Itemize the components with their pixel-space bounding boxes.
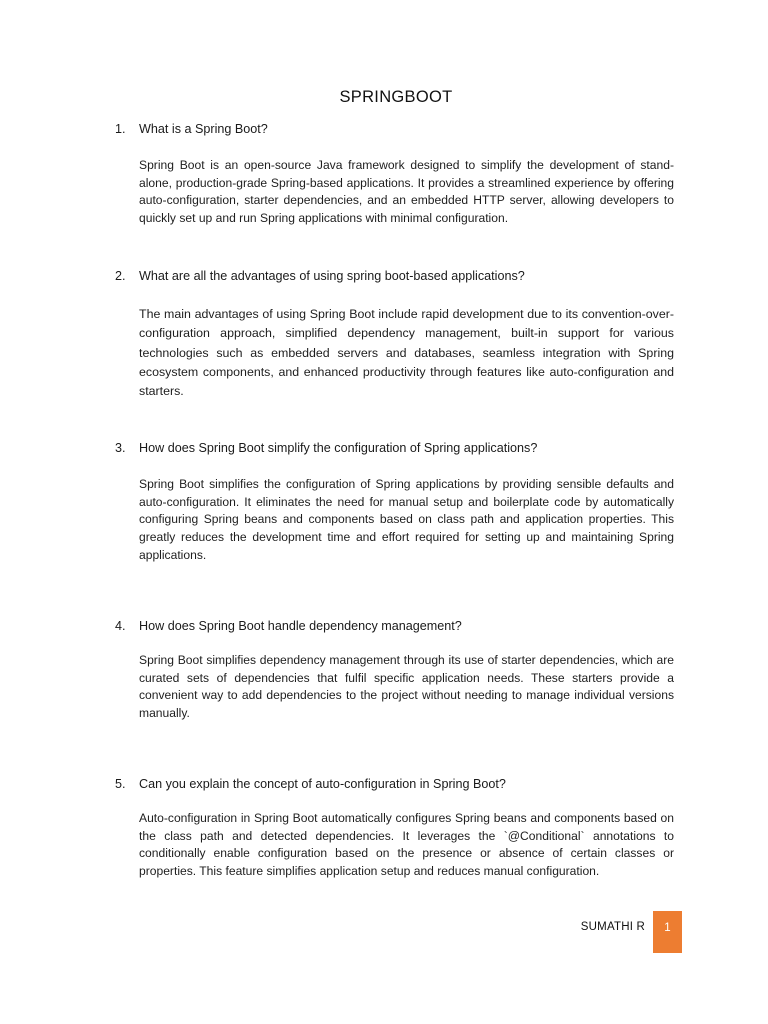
question-text: How does Spring Boot handle dependency management?: [139, 619, 462, 633]
question-3: [115, 440, 695, 457]
answer-3: Spring Boot simplifies the configuration of Spring applications by providing sensible defaults and auto-configuration. It eliminates the need for manual setup and boilerplate code by automatically configuring Spring beans and components based on class path and application properties. This greatly reduces the development time and effort required for setting up and maintaining Spring applications.: [139, 477, 674, 562]
question-number: 1.: [115, 122, 126, 136]
document-title: SPRINGBOOT: [339, 88, 453, 106]
question-text: How does Spring Boot simplify the configuration of Spring applications?: [139, 441, 538, 455]
question-text: What are all the advantages of using spring boot-based applications?: [139, 269, 525, 283]
question-4: [115, 618, 695, 635]
question-text: Can you explain the concept of auto-configuration in Spring Boot?: [139, 777, 506, 791]
question-5: [115, 776, 695, 793]
question-number: 2.: [115, 269, 126, 283]
footer-author: SUMATHI R: [580, 921, 645, 933]
question-text: What is a Spring Boot?: [139, 122, 268, 136]
page-number: 1: [664, 922, 671, 934]
answer-4: Spring Boot simplifies dependency management through its use of starter dependencies, which are curated sets of dependencies that fulfil specific application needs. These starters provide a convenient way to add dependencies to the project without needing to manage individual versions manually.: [139, 653, 674, 721]
question-2: [115, 268, 695, 285]
question-number: 3.: [115, 441, 126, 455]
question-1: [115, 121, 695, 138]
question-number: 5.: [115, 777, 126, 791]
answer-2: The main advantages of using Spring Boot include rapid development due to its convention-over-configuration approach, simplified dependency management, built-in support for various technologies such as embedded servers and databases, seamless integration with Spring ecosystem components, and enhanced productivity through features like auto-configuration and starters.: [139, 307, 674, 399]
answer-1: Spring Boot is an open-source Java framework designed to simplify the development of stand-alone, production-grade Spring-based applications. It provides a streamlined experience by offering auto-configuration, starter dependencies, and an embedded HTTP server, allowing developers to quickly set up and run Spring applications with minimal configuration.: [139, 158, 674, 226]
question-number: 4.: [115, 619, 126, 633]
answer-5: Auto-configuration in Spring Boot automatically configures Spring beans and components based on the class path and detected dependencies. It leverages the `@Conditional` annotations to conditionally enable configuration based on the presence or absence of certain classes or properties. This feature simplifies application setup and reduces manual configuration.: [139, 811, 674, 879]
page-number-badge: [653, 911, 682, 953]
